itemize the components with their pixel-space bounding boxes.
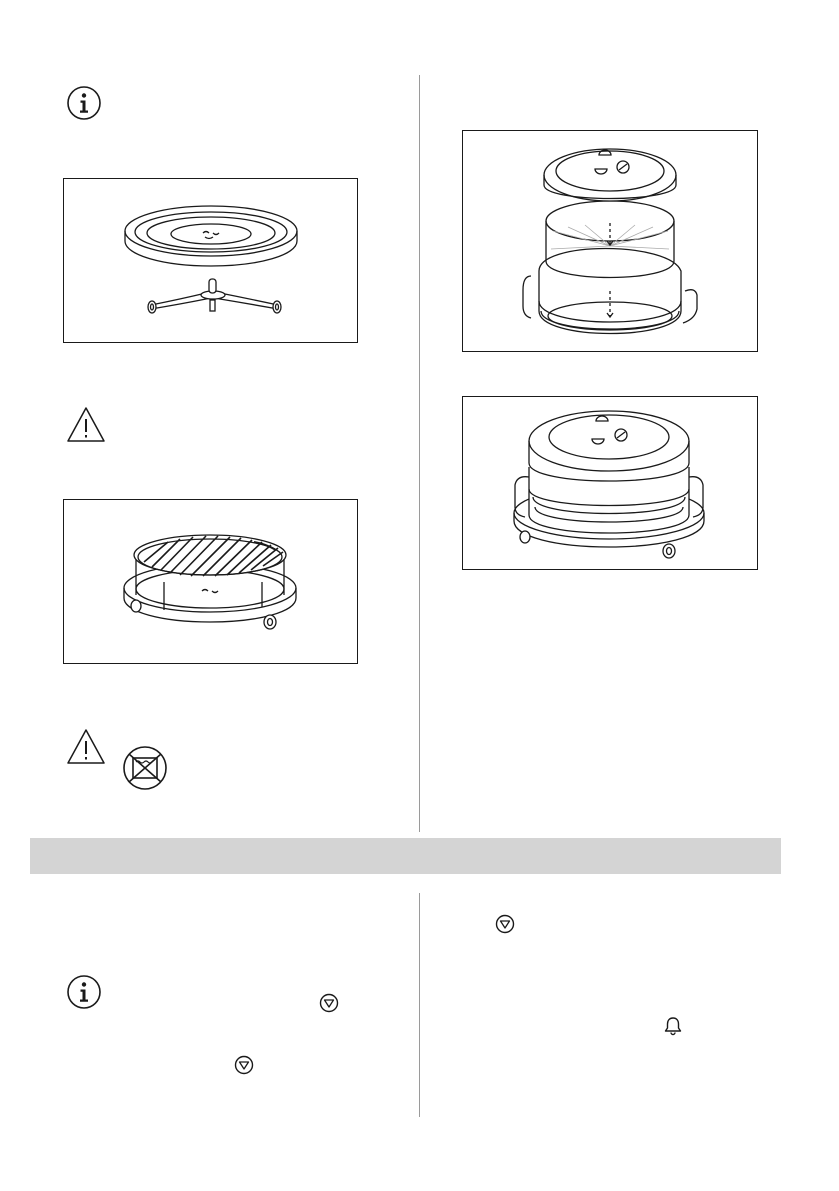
grill-rack-illustration: [64, 500, 357, 663]
info-icon: [66, 974, 102, 1010]
bell-icon: [664, 1016, 682, 1036]
crisp-cooker-assembled-illustration: [463, 397, 757, 569]
down-arrow-button-icon: [495, 914, 515, 934]
no-metal-container-icon: [122, 745, 168, 791]
column-divider-top: [419, 75, 420, 832]
column-divider-bottom: [419, 893, 420, 1117]
down-arrow-button-icon: [319, 993, 339, 1013]
crisp-cooker-exploded-illustration: [463, 131, 757, 351]
turntable-figure: [63, 178, 358, 343]
crisp-cooker-assembled-figure: [462, 396, 758, 570]
warning-icon: [66, 728, 106, 765]
warning-icon: [66, 406, 106, 443]
down-arrow-button-icon: [234, 1055, 254, 1075]
info-icon: [66, 85, 102, 121]
turntable-illustration: [64, 179, 357, 342]
crisp-cooker-exploded-figure: [462, 130, 758, 352]
grill-rack-figure: [63, 499, 358, 664]
section-heading-bar: [30, 838, 781, 874]
